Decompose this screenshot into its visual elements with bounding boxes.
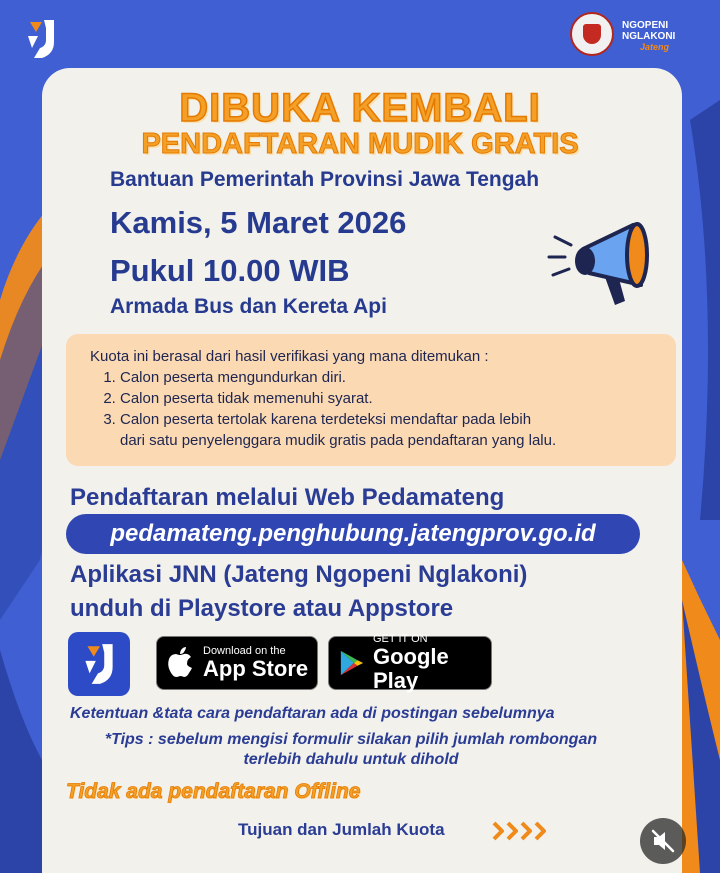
tips-line-2: terlebih dahulu untuk dihold [243,751,459,768]
app-store-label: App Store [203,656,309,681]
transport-fleet: Armada Bus dan Kereta Api [110,295,387,318]
ngopeni-logo-text: NGOPENI NGLAKONI [622,20,676,42]
ngopeni-logo-script: Jateng [640,42,670,52]
registration-heading: Pendaftaran melalui Web Pedamateng [70,484,505,511]
jateng-seal-icon [570,12,614,56]
jnn-logo-icon [24,18,58,65]
terms-note: Ketentuan &tata cara pendaftaran ada di postingan sebelumnya [70,705,555,722]
no-offline-notice: Tidak ada pendaftaran Offline [66,780,361,803]
mute-toggle-button[interactable] [640,818,686,864]
list-item: 1. Calon peserta mengundurkan diri. [120,367,656,388]
app-store-text [203,645,308,681]
event-date: Kamis, 5 Maret 2026 [110,205,407,240]
headline-reopened: DIBUKA KEMBALI [179,86,541,130]
quota-intro: Kuota ini berasal dari hasil verifikasi yang mana ditemukan : [90,348,489,365]
headline-registration: PENDAFTARAN MUDIK GRATIS [141,128,579,160]
apple-icon [167,647,195,679]
registration-url-link[interactable]: pedamateng.penghubung.jatengprov.go.id [66,514,640,554]
list-item: 3. Calon peserta tertolak karena terdeteksi mendaftar pada lebih [120,409,656,430]
jnn-app-icon[interactable] [68,632,130,696]
event-time: Pukul 10.00 WIB [110,253,350,288]
arrows-icon [490,820,554,847]
tips-line-1: *Tips : sebelum mengisi formulir silakan pilih jumlah rombongan [104,731,598,748]
quota-reasons-list [120,367,656,430]
quota-info-box [66,334,676,466]
subtitle-government-aid: Bantuan Pemerintah Provinsi Jawa Tengah [110,168,540,191]
google-play-icon [339,648,365,678]
google-play-text [373,633,491,693]
ngopeni-logo [622,20,678,53]
google-play-button[interactable] [328,633,492,693]
app-name-line: Aplikasi JNN (Jateng Ngopeni Nglakoni) [70,561,528,588]
mute-icon [650,828,676,854]
app-store-small-label: Download on the [203,645,286,657]
google-play-label: Google Play [372,644,449,693]
list-item-continuation: dari satu penyelenggara mudik gratis pada pendaftaran yang lalu. [120,432,557,449]
list-item: 2. Calon peserta tidak memenuhi syarat. [120,388,656,409]
tips-note [66,730,636,770]
destination-quota-link[interactable]: Tujuan dan Jumlah Kuota [238,820,445,839]
app-download-line: unduh di Playstore atau Appstore [70,595,454,622]
google-play-small-label: GET IT ON [372,633,428,645]
megaphone-icon [545,215,655,320]
app-store-button[interactable] [156,636,318,690]
